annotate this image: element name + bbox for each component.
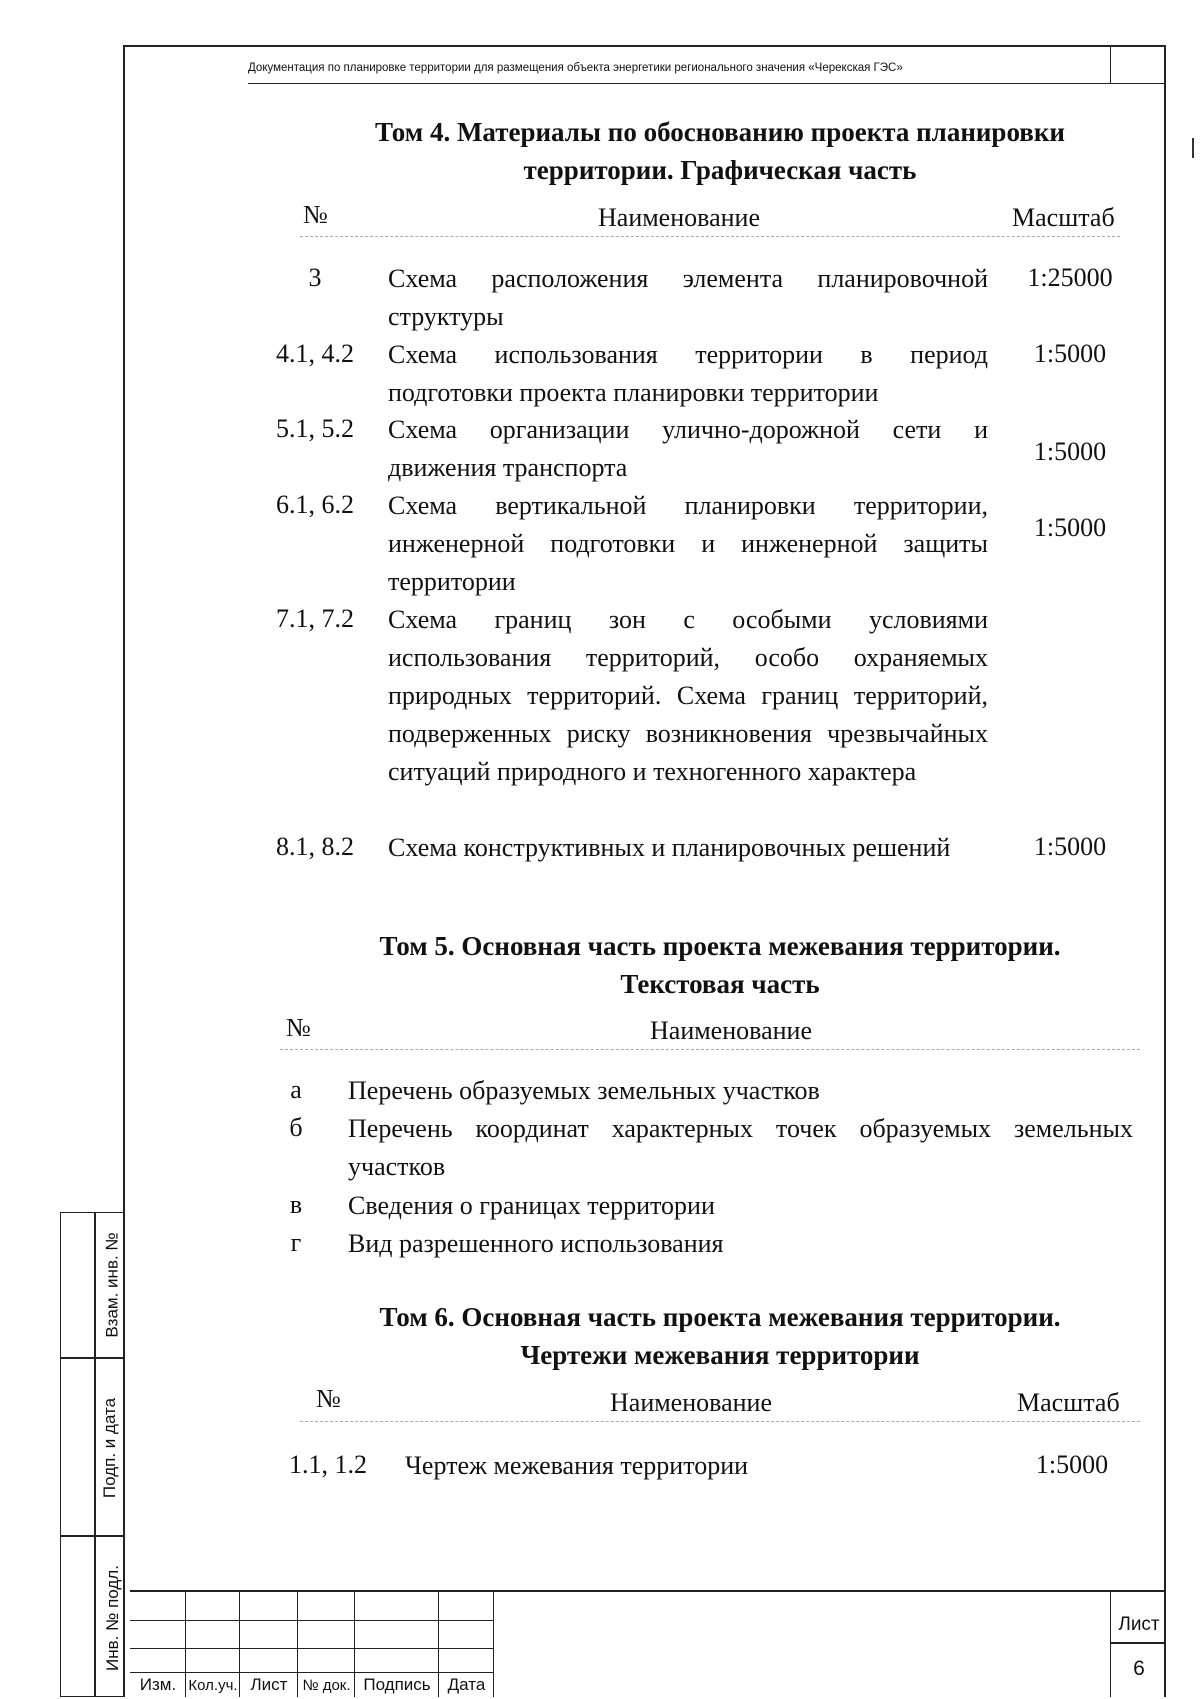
stamp-label-podpis: Подпись: [363, 1675, 431, 1694]
sheet-number: 6: [1133, 1657, 1145, 1680]
stamp-label-izm: Изм.: [139, 1675, 177, 1694]
vol4-row-scale: 1:5000: [1033, 437, 1107, 466]
vol6-row-scale: 1:5000: [1035, 1450, 1109, 1479]
stamp-label-data: Дата: [447, 1675, 486, 1694]
header-rule: [248, 83, 1110, 84]
vol4-row-desc: Схема расположения элемента планировочной структуры: [388, 264, 988, 331]
vol4-row-desc: Схема границ зон с особыми условиями использования территорий, особо охраняемых природных территорий. Схема границ территорий, подверженных риску возникновения чрезвычайных ситуаций природного и техногенного характера: [388, 605, 988, 786]
side-label-vzam: Взам. инв. №: [102, 1232, 122, 1338]
vol4-row-desc: Схема вертикальной планировки территории, инженерной подготовки и инженерной защиты территории: [388, 491, 988, 596]
vol5-row-desc: Вид разрешенного использования: [348, 1229, 724, 1258]
stamp-label-list: Лист: [250, 1675, 288, 1694]
margin-mark: [1192, 138, 1194, 158]
vol5-row-desc: Сведения о границах территории: [348, 1191, 715, 1220]
document-header: Документация по планировке территории для размещения объекта энергетики регионального значения «Черекская ГЭС»: [248, 62, 903, 74]
vol6-col-num: №: [316, 1384, 341, 1413]
vol4-row-scale: 1:25000: [1027, 263, 1113, 292]
side-stamp-divider: [94, 1212, 96, 1697]
vol5-title-line2: Текстовая часть: [620, 969, 820, 999]
vol6-row-num: 1.1, 1.2: [289, 1450, 367, 1479]
vol5-row-num: в: [289, 1190, 303, 1219]
vol5-header-rule: [280, 1049, 1140, 1050]
vol4-row-desc: Схема организации улично-дорожной сети и движения транспорта: [388, 415, 988, 482]
sheet-label: Лист: [1118, 1614, 1160, 1635]
side-label-inv: Инв. № подл.: [102, 1565, 122, 1671]
vol4-col-num: №: [303, 200, 328, 229]
vol6-row-desc: Чертеж межевания территории: [405, 1451, 749, 1480]
vol5-row-num: а: [290, 1075, 302, 1104]
vol6-col-name: Наименование: [610, 1388, 772, 1417]
sheet-box-rule: [1110, 1642, 1166, 1644]
vol5-col-num: №: [286, 1013, 311, 1042]
side-label-podp: Подп. и дата: [100, 1397, 120, 1499]
vol4-row-scale: 1:5000: [1033, 513, 1107, 542]
vol5-row-num: г: [290, 1228, 302, 1257]
vol5-row-desc: Перечень координат характерных точек образуемых земельных участков: [348, 1114, 1133, 1181]
vol5-row-desc: Перечень образуемых земельных участков: [348, 1076, 820, 1105]
stamp-label-koluch: Кол.уч.: [188, 1677, 238, 1694]
vol4-row-desc: Схема использования территории в период подготовки проекта планировки территории: [388, 340, 988, 407]
side-stamp-rule: [60, 1535, 125, 1537]
vol4-row-num: 8.1, 8.2: [276, 832, 354, 861]
vol6-title-line2: Чертежи межевания территории: [520, 1340, 920, 1370]
vol4-row-num: 3: [308, 263, 322, 292]
vol4-row-scale: 1:5000: [1033, 832, 1107, 861]
vol4-title-line2: территории. Графическая часть: [523, 155, 917, 185]
vol4-col-scale: Масштаб: [1012, 203, 1115, 232]
vol6-header-rule: [300, 1421, 1140, 1422]
vol4-col-name: Наименование: [598, 203, 760, 232]
stamp-label-ndok: № док.: [302, 1677, 351, 1694]
header-corner-box: [1110, 45, 1165, 84]
vol5-row-num: б: [289, 1113, 303, 1142]
vol4-row-scale: 1:5000: [1033, 339, 1107, 368]
vol6-col-scale: Масштаб: [1017, 1388, 1120, 1417]
vol4-row-num: 4.1, 4.2: [276, 339, 354, 368]
vol4-row-num: 6.1, 6.2: [276, 490, 354, 519]
vol4-title-line1: Том 4. Материалы по обоснованию проекта планировки: [375, 117, 1065, 147]
vol5-title-line1: Том 5. Основная часть проекта межевания территории.: [379, 931, 1061, 961]
vol4-row-desc: Схема конструктивных и планировочных решений: [388, 833, 951, 862]
vol4-header-rule: [300, 236, 1120, 237]
side-stamp-rule: [60, 1357, 125, 1359]
vol6-title-line1: Том 6. Основная часть проекта межевания территории.: [379, 1302, 1061, 1332]
vol4-row-num: 5.1, 5.2: [276, 414, 354, 443]
vol5-col-name: Наименование: [650, 1016, 812, 1045]
vol4-row-num: 7.1, 7.2: [276, 604, 354, 633]
